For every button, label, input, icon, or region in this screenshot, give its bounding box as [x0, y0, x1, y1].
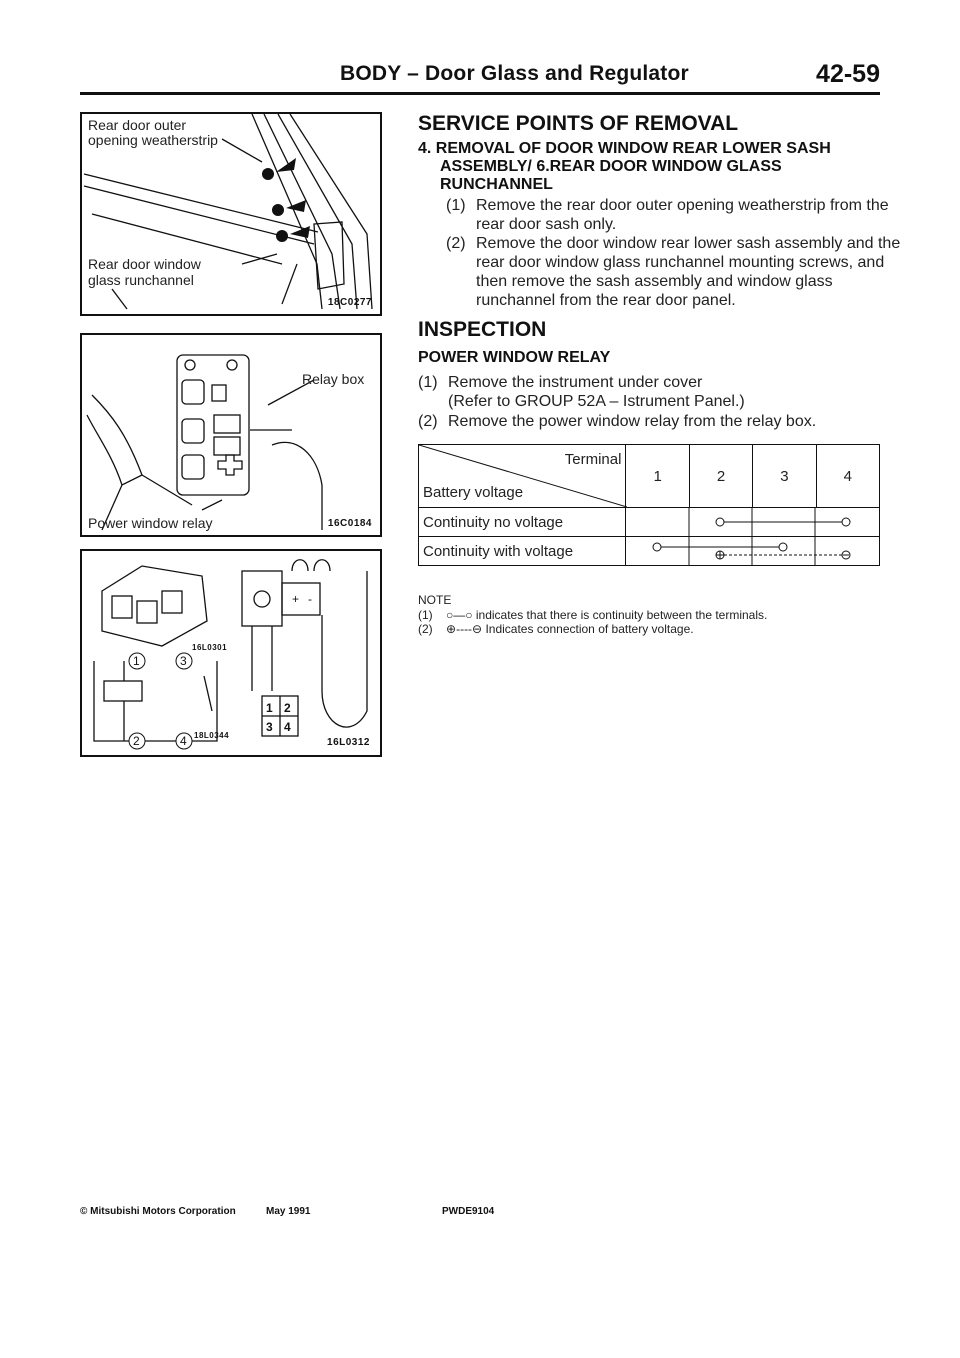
socket-terminal-2: 2	[284, 701, 291, 715]
row-label: Continuity no voltage	[419, 508, 626, 537]
step-number: (1)	[418, 374, 438, 391]
label-power-window-relay: Power window relay	[88, 515, 213, 531]
table-header-corner	[419, 445, 626, 508]
header-terminal-3: 3	[753, 445, 816, 508]
note-text: Indicates connection of battery voltage.	[485, 622, 694, 636]
step-number: (2)	[446, 235, 466, 252]
socket-terminal-4: 4	[284, 720, 291, 734]
schematic-terminal-3: 3	[180, 654, 187, 668]
header-terminal-1: 1	[626, 445, 689, 508]
header-battery-voltage: Battery voltage	[423, 484, 524, 501]
socket-terminal-3: 3	[266, 720, 273, 734]
battery-plus: +	[292, 592, 300, 606]
service-step-2	[446, 234, 916, 314]
figure-code-c: 16L0312	[327, 737, 370, 748]
figure-code: 18C0277	[327, 297, 372, 308]
row-no-voltage-cells	[626, 508, 880, 537]
page-header-title: BODY – Door Glass and Regulator	[340, 62, 689, 85]
service-item-heading-line3: RUNCHANNEL	[440, 176, 553, 193]
service-step-1	[446, 196, 916, 236]
label-outer-weatherstrip-1: Rear door outer	[88, 117, 187, 133]
note-number: (2)	[418, 622, 433, 636]
battery-minus: -	[308, 592, 312, 606]
page-number: 42-59	[816, 60, 880, 88]
step-text: Remove the power window relay from the relay box.	[448, 413, 817, 430]
note-line-1	[418, 608, 767, 622]
service-item-heading-line2: ASSEMBLY/ 6.REAR DOOR WINDOW GLASS	[440, 158, 782, 175]
section-title-inspection: INSPECTION	[418, 318, 547, 341]
continuity-marks	[626, 508, 878, 536]
step-text: Remove the door window rear lower sash assembly and the rear door window glass runchannel mounting screws, and then remove the sash assembly and window glass runchannel from the rear door panel.	[476, 235, 901, 309]
schematic-terminal-2: 2	[133, 734, 140, 748]
label-glass-runchannel-1: Rear door window	[88, 256, 201, 272]
row-label: Continuity with voltage	[419, 537, 626, 566]
note-line-2	[418, 622, 694, 636]
figure-relay-box	[80, 333, 382, 537]
section-title-service-points: SERVICE POINTS OF REMOVAL	[418, 112, 739, 135]
schematic-terminal-4: 4	[180, 734, 187, 748]
header-terminal-4: 4	[816, 445, 879, 508]
row-with-voltage-cells	[626, 537, 880, 566]
inspection-step-1	[418, 373, 888, 413]
step-number: (2)	[418, 413, 438, 430]
subsection-power-window-relay: POWER WINDOW RELAY	[418, 349, 611, 366]
step-text: Remove the instrument under cover	[448, 374, 703, 391]
label-outer-weatherstrip-2: opening weatherstrip	[88, 132, 218, 148]
continuity-marks	[626, 537, 878, 565]
continuity-table	[418, 444, 880, 566]
schematic-terminal-1: 1	[133, 654, 140, 668]
figure-relay-test	[80, 549, 382, 757]
table-row	[419, 508, 880, 537]
table-row	[419, 537, 880, 566]
note-title: NOTE	[418, 593, 452, 607]
continuity-symbol: ○—○	[446, 608, 473, 622]
figure-code-b: 18L0344	[194, 731, 230, 740]
service-item-heading-line1: 4. REMOVAL OF DOOR WINDOW REAR LOWER SASH	[418, 140, 831, 157]
figure-code-a: 16L0301	[192, 643, 228, 652]
service-item-heading	[418, 140, 883, 194]
note-text: indicates that there is continuity between the terminals.	[475, 608, 768, 622]
figure-weatherstrip	[80, 112, 382, 316]
label-relay-box: Relay box	[302, 371, 365, 387]
socket-terminal-1: 1	[266, 701, 273, 715]
label-glass-runchannel-2: glass runchannel	[88, 272, 194, 288]
footer-date: May 1991	[266, 1206, 311, 1217]
step-text-reference: (Refer to GROUP 52A – Istrument Panel.)	[448, 393, 745, 410]
header-terminal: Terminal	[564, 451, 622, 468]
header-rule	[80, 92, 880, 95]
relay-box-illustration	[82, 335, 380, 535]
note-number: (1)	[418, 608, 433, 622]
relay-test-illustration	[82, 551, 380, 755]
header-terminal-2: 2	[689, 445, 752, 508]
footer-copyright: © Mitsubishi Motors Corporation	[80, 1206, 236, 1217]
figure-code: 16C0184	[327, 518, 372, 529]
battery-symbol: ⊕----⊖	[446, 622, 483, 636]
step-text: Remove the rear door outer opening weatherstrip from the rear door sash only.	[476, 197, 889, 233]
footer-code: PWDE9104	[442, 1206, 495, 1217]
inspection-step-2	[418, 412, 888, 432]
step-number: (1)	[446, 197, 466, 214]
